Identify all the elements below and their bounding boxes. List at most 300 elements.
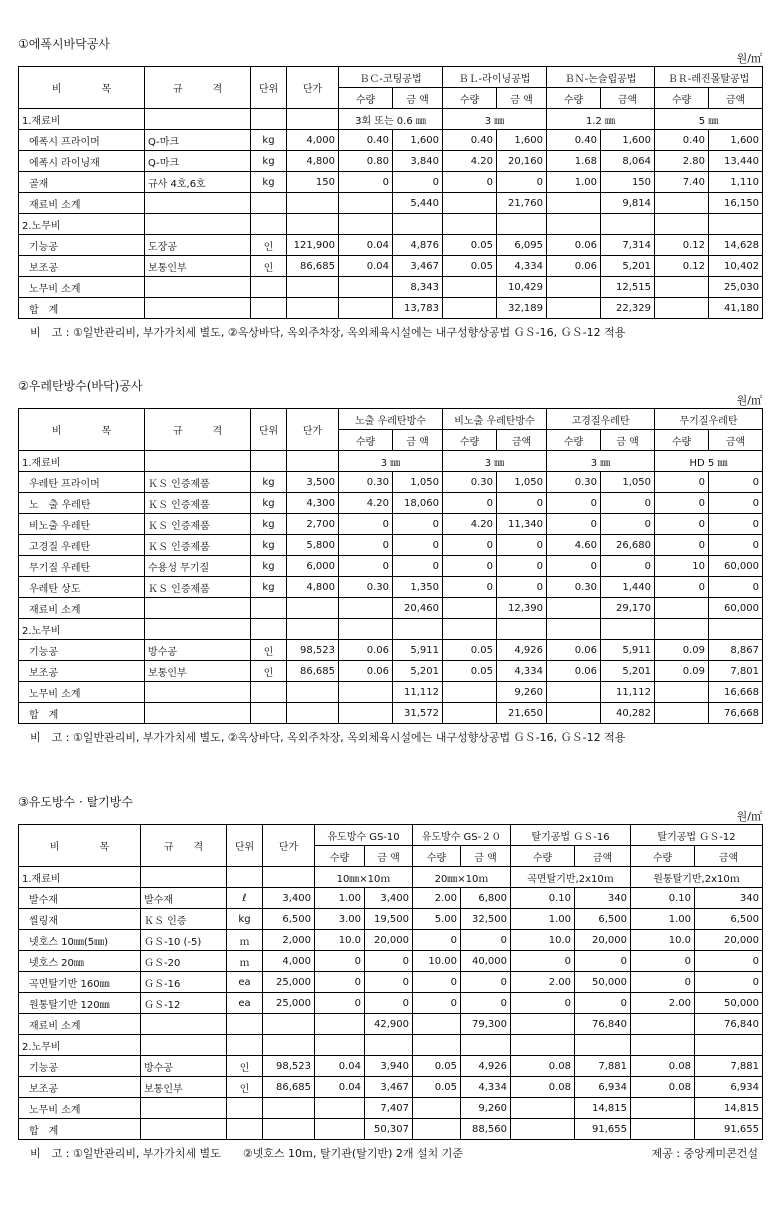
row-spec-note: 1.2 ㎜	[547, 109, 655, 130]
row-qty	[413, 1098, 461, 1119]
row-amount: 340	[695, 888, 763, 909]
header-method: 탈기공법 ＧＳ-12	[631, 825, 763, 846]
header-spec: 규 격	[141, 825, 227, 867]
row-qty: 0	[655, 577, 709, 598]
induced-deaeration-waterproof-section	[18, 794, 762, 1163]
row-qty	[511, 1119, 575, 1140]
row-amount: 4,926	[497, 640, 547, 661]
row-amount: 88,560	[461, 1119, 511, 1140]
row-amount: 11,340	[497, 514, 547, 535]
row-unit: kg	[251, 472, 287, 493]
row-qty: 0.10	[511, 888, 575, 909]
row-qty	[339, 298, 393, 319]
row-qty	[339, 193, 393, 214]
unit-label: 원/㎡	[736, 810, 762, 823]
row-amount	[393, 619, 443, 640]
header-item: 비 목	[19, 409, 145, 451]
row-amount: 6,095	[497, 235, 547, 256]
row-amount: 7,881	[575, 1056, 631, 1077]
row-amount: 1,440	[601, 577, 655, 598]
row-item-name: 2.노무비	[19, 1035, 141, 1056]
row-unit: kg	[251, 172, 287, 193]
table-row	[19, 682, 763, 703]
row-spec: ＫＳ 인증제품	[145, 535, 251, 556]
row-qty: 0.05	[413, 1077, 461, 1098]
row-amount: 13,440	[709, 151, 763, 172]
remarks-text: 비 고 : ①일반관리비, 부가가치세 별도 ②넷호스 10ｍ, 탈기관(탈기반) 2개 설치 기준	[30, 1147, 463, 1160]
row-amount: 0	[709, 472, 763, 493]
row-amount: 20,460	[393, 598, 443, 619]
row-price	[263, 1098, 315, 1119]
table-row	[19, 661, 763, 682]
row-item-name: 우레탄 프라이머	[19, 472, 145, 493]
row-qty: 0	[443, 577, 497, 598]
row-amount: 0	[709, 535, 763, 556]
row-qty: 0	[315, 993, 365, 1014]
table-row	[19, 451, 763, 472]
row-unit: ea	[227, 993, 263, 1014]
row-amount: 9,814	[601, 193, 655, 214]
row-amount: 0	[575, 993, 631, 1014]
row-amount: 0	[601, 493, 655, 514]
table-row	[19, 619, 763, 640]
row-qty	[547, 298, 601, 319]
row-item-name: 재료비 소계	[19, 598, 145, 619]
header-row	[19, 409, 763, 430]
row-qty	[631, 1098, 695, 1119]
remarks-text: 비 고 : ①일반관리비, 부가가치세 별도, ②옥상바닥, 옥외주차장, 옥외체육시설에는 내구성향상공법 ＧＳ-16, ＧＳ-12 적용	[30, 731, 626, 744]
header-qty: 수량	[413, 846, 461, 867]
header-qty: 수량	[443, 430, 497, 451]
header-method: ＢＮ-논슬립공법	[547, 67, 655, 88]
row-item-name: 골재	[19, 172, 145, 193]
row-qty	[655, 214, 709, 235]
row-price	[287, 214, 339, 235]
table-row	[19, 1035, 763, 1056]
row-qty: 0.05	[443, 661, 497, 682]
row-qty: 1.00	[631, 909, 695, 930]
row-amount: 5,201	[601, 661, 655, 682]
row-price: 150	[287, 172, 339, 193]
row-item-name: 노무비 소계	[19, 277, 145, 298]
row-price: 86,685	[263, 1077, 315, 1098]
row-spec	[141, 1098, 227, 1119]
row-amount	[601, 214, 655, 235]
row-qty	[655, 703, 709, 724]
row-qty: 0.04	[339, 256, 393, 277]
row-item-name: 비노출 우레탄	[19, 514, 145, 535]
row-price: 98,523	[287, 640, 339, 661]
table-row	[19, 556, 763, 577]
row-amount: 0	[709, 577, 763, 598]
row-unit	[227, 1014, 263, 1035]
row-amount: 91,655	[695, 1119, 763, 1140]
row-amount: 32,500	[461, 909, 511, 930]
row-amount: 4,334	[497, 661, 547, 682]
row-qty: 0.05	[443, 235, 497, 256]
row-amount: 8,343	[393, 277, 443, 298]
row-amount: 76,668	[709, 703, 763, 724]
row-item-name: 에폭시 라이닝재	[19, 151, 145, 172]
row-qty: 0.06	[339, 640, 393, 661]
row-unit	[251, 598, 287, 619]
row-amount: 29,170	[601, 598, 655, 619]
row-amount: 7,801	[709, 661, 763, 682]
row-amount: 0	[709, 493, 763, 514]
row-unit: kg	[251, 151, 287, 172]
row-unit: kg	[251, 556, 287, 577]
row-amount: 20,160	[497, 151, 547, 172]
row-qty: 0	[413, 972, 461, 993]
row-amount: 50,307	[365, 1119, 413, 1140]
row-spec: 도장공	[145, 235, 251, 256]
header-amount: 금액	[497, 430, 547, 451]
row-price: 2,700	[287, 514, 339, 535]
row-qty: 0.09	[655, 640, 709, 661]
row-spec: 보통인부	[145, 256, 251, 277]
row-unit: kg	[227, 909, 263, 930]
row-qty: 0	[339, 514, 393, 535]
row-amount: 7,881	[695, 1056, 763, 1077]
remarks-text: 비 고 : ①일반관리비, 부가가치세 별도, ②옥상바닥, 옥외주차장, 옥외체육시설에는 내구성향상공법 ＧＳ-16, ＧＳ-12 적용	[30, 326, 626, 339]
row-spec: ＫＳ 인증제품	[145, 514, 251, 535]
row-amount: 6,934	[695, 1077, 763, 1098]
row-qty	[511, 1035, 575, 1056]
row-amount: 16,668	[709, 682, 763, 703]
header-qty: 수량	[547, 88, 601, 109]
row-qty: 0	[339, 535, 393, 556]
row-price	[263, 867, 315, 888]
row-spec	[141, 1035, 227, 1056]
row-amount: 0	[365, 972, 413, 993]
row-spec: ＫＳ 인증제품	[145, 472, 251, 493]
row-amount: 0	[461, 972, 511, 993]
row-qty: 0.40	[443, 130, 497, 151]
row-amount: 3,400	[365, 888, 413, 909]
row-spec	[145, 598, 251, 619]
row-unit	[251, 109, 287, 130]
row-amount: 11,112	[601, 682, 655, 703]
urethane-waterproof-section	[18, 378, 762, 747]
row-spec: 수용성 무기질	[145, 556, 251, 577]
row-amount	[497, 619, 547, 640]
header-qty: 수량	[547, 430, 601, 451]
row-unit: kg	[251, 514, 287, 535]
row-spec	[145, 193, 251, 214]
row-spec: ＫＳ 인증제품	[145, 493, 251, 514]
row-qty	[655, 682, 709, 703]
header-row	[19, 67, 763, 88]
row-spec	[145, 298, 251, 319]
row-item-name: 발수재	[19, 888, 141, 909]
table-row	[19, 472, 763, 493]
row-amount: 19,500	[365, 909, 413, 930]
row-spec-note: HD 5 ㎜	[655, 451, 763, 472]
row-amount: 76,840	[695, 1014, 763, 1035]
row-amount: 0	[365, 951, 413, 972]
header-price: 단가	[287, 67, 339, 109]
row-amount: 8,867	[709, 640, 763, 661]
row-qty: 7.40	[655, 172, 709, 193]
table-row	[19, 172, 763, 193]
row-qty: 0	[547, 493, 601, 514]
row-price: 86,685	[287, 256, 339, 277]
row-qty: 0.05	[443, 256, 497, 277]
row-qty: 0	[547, 514, 601, 535]
row-amount: 7,314	[601, 235, 655, 256]
row-amount: 3,467	[393, 256, 443, 277]
row-price	[287, 298, 339, 319]
row-spec	[141, 867, 227, 888]
table-row	[19, 909, 763, 930]
row-amount	[709, 214, 763, 235]
row-amount: 6,500	[575, 909, 631, 930]
row-qty: 4.20	[443, 514, 497, 535]
table-row	[19, 1077, 763, 1098]
row-qty: 0.04	[315, 1077, 365, 1098]
row-item-name: 재료비 소계	[19, 1014, 141, 1035]
row-qty: 2.00	[631, 993, 695, 1014]
row-spec-note: 곡면탈기반,2x10ｍ	[511, 867, 631, 888]
row-item-name: 합 계	[19, 1119, 141, 1140]
row-amount: 76,840	[575, 1014, 631, 1035]
row-qty: 0.40	[655, 130, 709, 151]
row-qty	[547, 277, 601, 298]
row-qty: 0	[443, 535, 497, 556]
row-price	[287, 193, 339, 214]
row-unit	[251, 451, 287, 472]
row-qty	[443, 703, 497, 724]
section-title: ③유도방수 · 탈기방수	[18, 795, 133, 809]
row-amount	[575, 1035, 631, 1056]
row-amount: 6,500	[695, 909, 763, 930]
row-qty	[315, 1014, 365, 1035]
table-row	[19, 640, 763, 661]
table-row	[19, 1098, 763, 1119]
row-qty: 0.12	[655, 256, 709, 277]
header-qty: 수량	[511, 846, 575, 867]
table-row	[19, 151, 763, 172]
header-price: 단가	[287, 409, 339, 451]
row-spec: 방수공	[145, 640, 251, 661]
row-item-name: 곡면탈기반 160㎜	[19, 972, 141, 993]
row-amount: 4,334	[497, 256, 547, 277]
table-row	[19, 577, 763, 598]
header-unit: 단위	[227, 825, 263, 867]
row-spec-note: 3 ㎜	[339, 451, 443, 472]
row-qty: 0	[631, 972, 695, 993]
row-item-name: 보조공	[19, 1077, 141, 1098]
row-qty: 0.08	[631, 1056, 695, 1077]
row-amount: 150	[601, 172, 655, 193]
row-item-name: 넷호스 10㎜(5㎜)	[19, 930, 141, 951]
row-qty: 0.06	[339, 661, 393, 682]
row-spec: 보통인부	[141, 1077, 227, 1098]
row-qty	[339, 277, 393, 298]
row-unit	[227, 1119, 263, 1140]
row-qty: 2.80	[655, 151, 709, 172]
table-row	[19, 130, 763, 151]
row-amount	[461, 1035, 511, 1056]
row-item-name: 에폭시 프라이머	[19, 130, 145, 151]
row-price	[287, 277, 339, 298]
row-amount: 1,600	[393, 130, 443, 151]
table-row	[19, 193, 763, 214]
header-qty: 수량	[339, 88, 393, 109]
row-qty	[413, 1119, 461, 1140]
table-row	[19, 1014, 763, 1035]
row-amount: 10,402	[709, 256, 763, 277]
header-amount: 금 액	[601, 430, 655, 451]
row-amount: 3,940	[365, 1056, 413, 1077]
row-unit: 인	[251, 640, 287, 661]
row-spec	[141, 1119, 227, 1140]
row-qty	[339, 703, 393, 724]
row-qty	[443, 598, 497, 619]
row-amount: 6,934	[575, 1077, 631, 1098]
row-qty	[655, 619, 709, 640]
row-amount: 0	[497, 493, 547, 514]
row-unit: 인	[251, 661, 287, 682]
row-item-name: 2.노무비	[19, 214, 145, 235]
row-qty: 0.08	[511, 1077, 575, 1098]
row-amount: 21,760	[497, 193, 547, 214]
row-unit	[227, 1098, 263, 1119]
row-unit: ｍ	[227, 951, 263, 972]
row-spec	[145, 619, 251, 640]
row-spec	[141, 1014, 227, 1035]
row-spec: ＧＳ-20	[141, 951, 227, 972]
row-qty: 1.00	[511, 909, 575, 930]
row-item-name: 합 계	[19, 298, 145, 319]
section-title: ②우레탄방수(바닥)공사	[18, 379, 143, 393]
row-qty: 4.20	[443, 151, 497, 172]
table-row	[19, 214, 763, 235]
row-spec-note: 20㎜×10ｍ	[413, 867, 511, 888]
row-spec-note: 3 ㎜	[443, 451, 547, 472]
row-spec	[145, 703, 251, 724]
row-item-name: 1.재료비	[19, 109, 145, 130]
unit-label: 원/㎡	[736, 52, 762, 65]
row-item-name: 1.재료비	[19, 451, 145, 472]
row-amount	[709, 619, 763, 640]
row-unit	[251, 703, 287, 724]
row-amount: 22,329	[601, 298, 655, 319]
row-qty: 10.0	[315, 930, 365, 951]
row-amount: 0	[601, 556, 655, 577]
row-amount: 60,000	[709, 556, 763, 577]
row-qty: 0	[315, 951, 365, 972]
row-amount: 16,150	[709, 193, 763, 214]
epoxy-floor-section	[18, 36, 762, 342]
header-qty: 수량	[443, 88, 497, 109]
table-row	[19, 598, 763, 619]
row-qty	[339, 682, 393, 703]
table-row	[19, 972, 763, 993]
row-qty	[315, 1098, 365, 1119]
row-amount: 7,407	[365, 1098, 413, 1119]
row-amount: 5,440	[393, 193, 443, 214]
row-qty: 0.05	[443, 640, 497, 661]
row-qty	[443, 619, 497, 640]
row-amount	[601, 619, 655, 640]
row-qty	[413, 1035, 461, 1056]
row-amount: 4,926	[461, 1056, 511, 1077]
row-unit	[251, 214, 287, 235]
table-row	[19, 493, 763, 514]
table-row	[19, 109, 763, 130]
row-qty: 0.12	[655, 235, 709, 256]
row-qty	[547, 619, 601, 640]
header-method: 노출 우레탄방수	[339, 409, 443, 430]
row-qty: 0	[339, 556, 393, 577]
row-qty: 0.30	[547, 577, 601, 598]
row-amount: 20,000	[575, 930, 631, 951]
header-qty: 수량	[631, 846, 695, 867]
row-amount: 1,050	[601, 472, 655, 493]
row-spec-note: 3회 또는 0.6 ㎜	[339, 109, 443, 130]
header-amount: 금액	[601, 88, 655, 109]
row-qty	[443, 298, 497, 319]
header-qty: 수량	[655, 430, 709, 451]
row-amount: 60,000	[709, 598, 763, 619]
row-amount: 5,911	[393, 640, 443, 661]
row-item-name: 보조공	[19, 661, 145, 682]
row-amount: 13,783	[393, 298, 443, 319]
row-qty	[655, 193, 709, 214]
cost-table	[18, 408, 763, 724]
header-spec: 규 격	[145, 67, 251, 109]
row-amount: 25,030	[709, 277, 763, 298]
row-price: 6,500	[263, 909, 315, 930]
row-amount: 50,000	[695, 993, 763, 1014]
table-row	[19, 930, 763, 951]
section-title: ①에폭시바닥공사	[18, 37, 110, 51]
row-amount: 340	[575, 888, 631, 909]
row-amount: 31,572	[393, 703, 443, 724]
row-spec	[145, 277, 251, 298]
header-amount: 금 액	[497, 88, 547, 109]
row-qty: 0	[443, 556, 497, 577]
row-amount: 4,876	[393, 235, 443, 256]
row-amount: 40,000	[461, 951, 511, 972]
row-qty: 0.40	[547, 130, 601, 151]
row-item-name: 재료비 소계	[19, 193, 145, 214]
row-qty	[315, 1119, 365, 1140]
row-unit: 인	[251, 256, 287, 277]
header-amount: 금 액	[365, 846, 413, 867]
row-qty	[339, 619, 393, 640]
table-row	[19, 298, 763, 319]
row-qty: 1.00	[547, 172, 601, 193]
row-item-name: 씰링재	[19, 909, 141, 930]
row-spec: 보통인부	[145, 661, 251, 682]
header-method: ＢＲ-레진몰탈공법	[655, 67, 763, 88]
row-qty: 1.00	[315, 888, 365, 909]
row-amount: 0	[695, 972, 763, 993]
row-amount: 26,680	[601, 535, 655, 556]
row-price	[287, 109, 339, 130]
row-amount: 3,467	[365, 1077, 413, 1098]
row-amount: 1,050	[393, 472, 443, 493]
row-qty: 0	[339, 172, 393, 193]
row-qty: 10.0	[631, 930, 695, 951]
row-qty: 0	[443, 493, 497, 514]
header-qty: 수량	[655, 88, 709, 109]
row-qty	[339, 598, 393, 619]
row-amount: 14,815	[695, 1098, 763, 1119]
row-amount: 1,600	[709, 130, 763, 151]
